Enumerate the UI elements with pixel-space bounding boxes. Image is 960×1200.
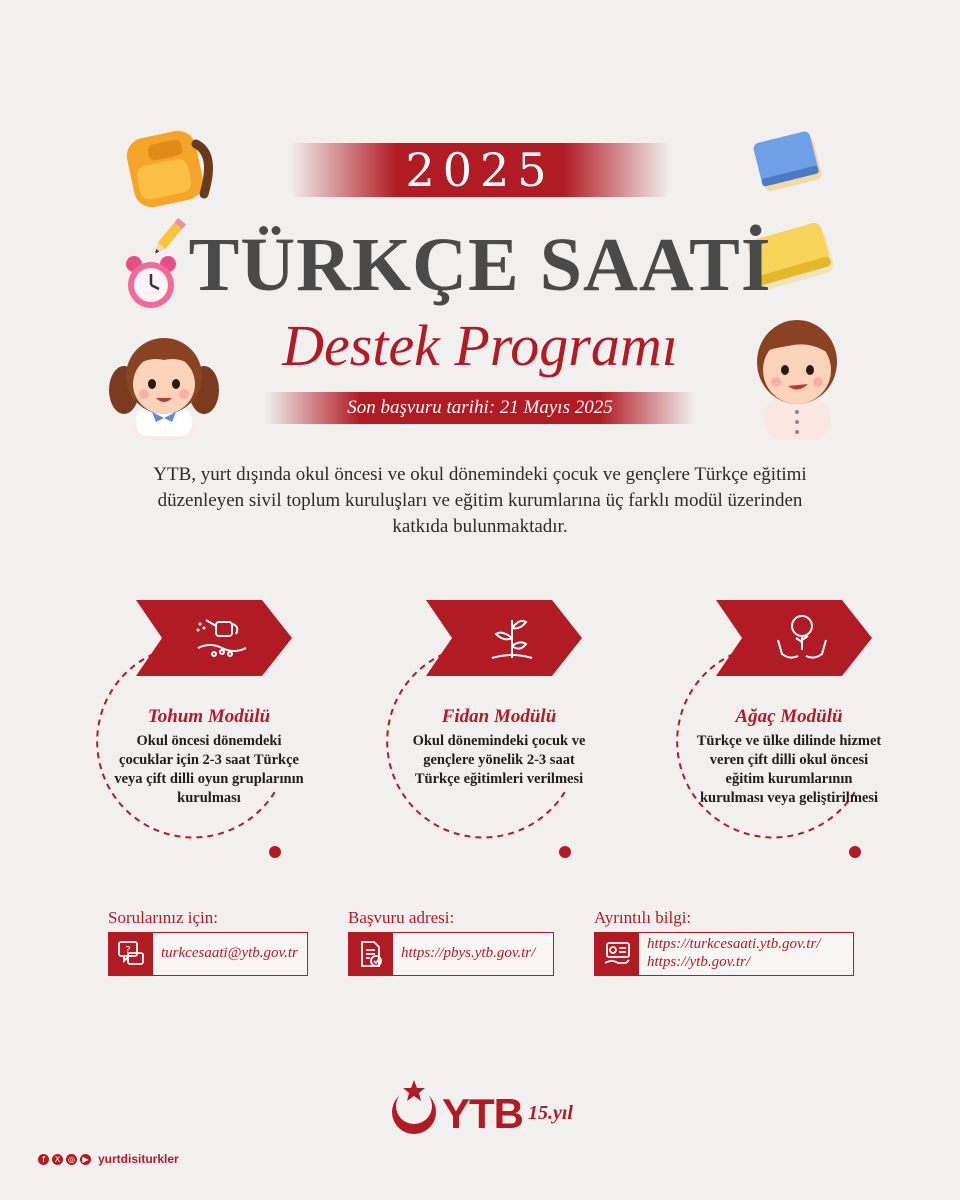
- backpack-icon: [118, 124, 218, 214]
- application-link[interactable]: https://pbys.ytb.gov.tr/: [401, 945, 536, 961]
- deadline-text: Son başvuru tarihi: 21 Mayıs 2025: [347, 397, 613, 418]
- page-subtitle: Destek Programı: [282, 313, 678, 378]
- ytb-logo-text: YTB: [442, 1090, 523, 1137]
- page-title: TÜRKÇE SAATİ: [188, 223, 772, 307]
- social-handle[interactable]: yurtdisiturkler: [98, 1152, 179, 1166]
- contact-email-link[interactable]: turkcesaati@ytb.gov.tr: [161, 945, 298, 961]
- x-icon[interactable]: X: [52, 1154, 63, 1165]
- details-link-primary[interactable]: https://turkcesaati.ytb.gov.tr/: [647, 936, 821, 952]
- module-card-tohum: [94, 600, 344, 870]
- instagram-icon[interactable]: ◎: [66, 1154, 77, 1165]
- contact-label-questions: Sorularınız için:: [108, 908, 219, 927]
- module-card-agac: [674, 600, 924, 870]
- contact-details-box[interactable]: [594, 932, 854, 976]
- social-bar: [38, 1152, 179, 1166]
- contact-label-details: Ayrıntılı bilgi:: [594, 908, 692, 927]
- module-description: Okul dönemindeki çocuk ve gençlere yönelik 2-3 saat Türkçe eğitimleri verilmesi: [412, 733, 586, 787]
- contact-label-application: Başvuru adresi:: [348, 908, 455, 927]
- crescent-star-icon: [386, 1074, 442, 1138]
- application-form-icon: [349, 933, 393, 975]
- module-name: Fidan Modülü: [441, 706, 557, 727]
- youtube-icon[interactable]: ▶: [80, 1154, 91, 1165]
- module-description: Okul öncesi dönemdeki çocuklar için 2-3 saat Türkçe veya çift dilli oyun gruplarının kurulması: [114, 733, 304, 806]
- deadline-ribbon: [265, 392, 695, 424]
- question-chat-icon: [109, 933, 153, 975]
- module-name: Ağaç Modülü: [735, 706, 843, 727]
- intro-paragraph: YTB, yurt dışında okul öncesi ve okul dönemindeki çocuk ve gençlere Türkçe eğitimi düzenleyen sivil toplum kuruluşları ve eğitim kurumlarına üç farklı modül üzerinden katkıda bulunmaktadır.: [153, 464, 807, 537]
- details-link-secondary[interactable]: https://ytb.gov.tr/: [647, 954, 751, 970]
- facebook-icon[interactable]: f: [38, 1154, 49, 1165]
- sapling-icon: [486, 610, 538, 666]
- module-name: Tohum Modülü: [147, 706, 271, 727]
- svg-text:?: ?: [125, 945, 131, 956]
- year-ribbon: [290, 143, 670, 197]
- tree-in-hands-icon: [772, 610, 832, 666]
- watering-can-icon: [194, 612, 250, 664]
- module-card-fidan: [384, 600, 634, 870]
- anniversary-badge: 15.yıl: [528, 1102, 573, 1124]
- info-card-icon: [595, 933, 639, 975]
- module-description: Türkçe ve ülke dilinde hizmet veren çift dilli okul öncesi eğitim kurumlarının kurulması veya geliştirilmesi: [696, 733, 882, 806]
- contact-application-box[interactable]: [348, 932, 554, 976]
- contact-email-box[interactable]: [108, 932, 308, 976]
- blue-book-icon: [752, 128, 826, 198]
- year: 2025: [405, 143, 555, 197]
